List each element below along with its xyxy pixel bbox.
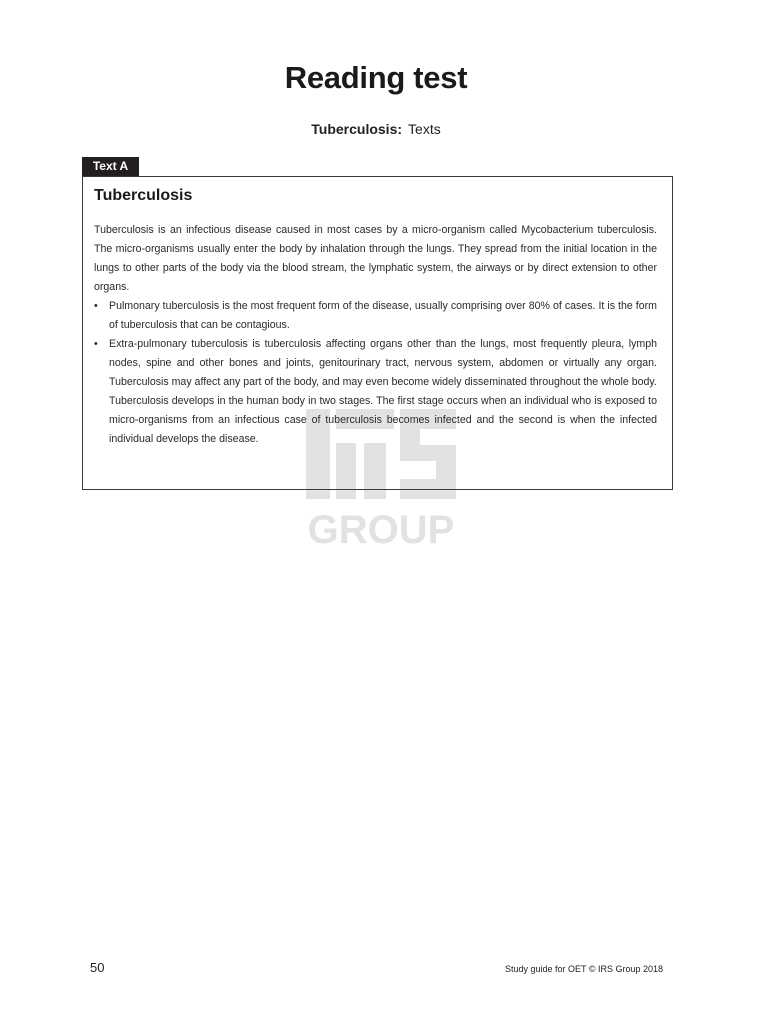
- subtitle-value: Texts: [408, 121, 441, 137]
- bullet-icon: •: [94, 338, 98, 350]
- bullet-icon: •: [94, 300, 98, 312]
- bullet-text: Pulmonary tuberculosis is the most frequent form of the disease, usually comprising over 80% of cases. It is the form of tuberculosis that can be contagious.: [109, 300, 657, 331]
- footer-credit: Study guide for OET © IRS Group 2018: [504, 964, 663, 974]
- subtitle-label: Tuberculosis:: [311, 121, 403, 137]
- list-item: [94, 335, 657, 392]
- text-a-box: [82, 176, 673, 490]
- text-a-body: [94, 221, 657, 449]
- watermark-text: GROUP: [307, 508, 455, 550]
- bullet-text: Extra-pulmonary tuberculosis is tuberculosis affecting organs other than the lungs, most frequently pleura, lymph nodes, spine and other bones and joints, genitourinary tract, nervous system, abdomen or virtually any organ. Tuberculosis may affect any part of the body, and may even become widely disseminated throughout the whole body.: [109, 338, 657, 388]
- intro-paragraph: Tuberculosis is an infectious disease caused in most cases by a micro-organism called Mycobacterium tuberculosis. The micro-organisms usually enter the body by inhalation through the lungs. They spread from the initial location in the lungs to other parts of the body via the blood stream, the lymphatic system, the airways or by direct extension to other organs.: [94, 224, 657, 293]
- closing-paragraph: Tuberculosis develops in the human body in two stages. The first stage occurs when an individual who is exposed to micro-organisms from an infectious case of tuberculosis becomes infected and the second is when the infected individual develops the disease.: [109, 395, 657, 445]
- text-a-heading: Tuberculosis: [94, 187, 193, 204]
- list-item: [94, 297, 657, 335]
- page-title: Reading test: [284, 60, 468, 95]
- text-a-tab: Text A: [82, 157, 139, 176]
- page-subtitle: [0, 121, 752, 137]
- page-number: 50: [90, 960, 105, 975]
